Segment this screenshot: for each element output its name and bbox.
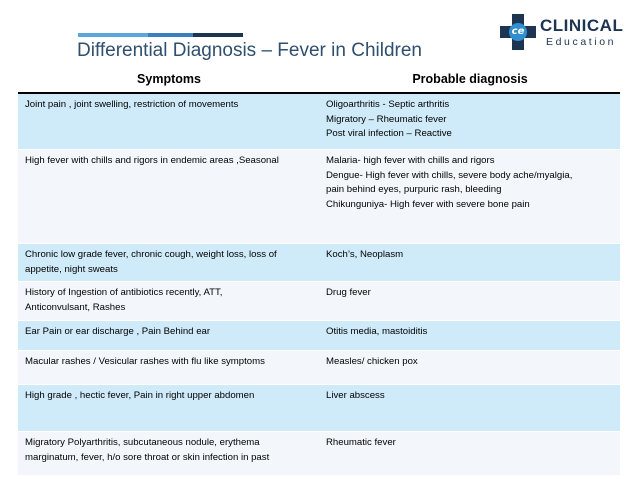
symptoms-cell (18, 94, 320, 149)
cell-text-line: High fever with chills and rigors in endemic areas ,Seasonal (25, 155, 279, 166)
cell-text-line: Macular rashes / Vesicular rashes with flu like symptoms (25, 356, 265, 367)
cell-text-line: Liver abscess (326, 390, 385, 401)
page-title: Differential Diagnosis – Fever in Children (77, 40, 422, 61)
table-row (18, 432, 620, 476)
table-row (18, 150, 620, 244)
accent-segment-dark (193, 33, 243, 37)
cell-text-line: Ear Pain or ear discharge , Pain Behind ear (25, 326, 211, 337)
table-row (18, 282, 620, 321)
logo-line1: CLINICAL (540, 16, 624, 35)
cell-text-line: Joint pain , joint swelling, restriction of movements (25, 99, 239, 110)
symptoms-cell (18, 385, 320, 431)
cell-text-line: Migratory Polyarthritis, subcutaneous nodule, erythema (25, 437, 260, 448)
diagnosis-cell (320, 150, 620, 243)
cell-text-line: Oligoarthritis - Septic arthritis (326, 99, 450, 110)
diagnosis-table (18, 66, 620, 476)
cell-text-line: Post viral infection – Reactive (326, 128, 452, 140)
cell-text-line: Otitis media, mastoiditis (326, 326, 428, 337)
cell-text-line: appetite, night sweats (25, 263, 118, 275)
cell-text-line: Measles/ chicken pox (326, 356, 418, 367)
table-row (18, 321, 620, 351)
symptoms-cell (18, 282, 320, 320)
cell-text-line: Koch’s, Neoplasm (326, 249, 404, 260)
cell-text-line: Chikunguniya- High fever with severe bone pain (326, 198, 530, 210)
diagnosis-cell (320, 244, 620, 281)
logo-line2: Education (546, 36, 617, 48)
accent-segment-light (78, 33, 148, 37)
clinical-education-logo (500, 12, 634, 52)
cell-text-line: Malaria- high fever with chills and rigors (326, 155, 495, 166)
table-row (18, 244, 620, 282)
diagnosis-cell (320, 282, 620, 320)
diagnosis-cell (320, 94, 620, 149)
medical-cross-ce-icon (500, 14, 536, 50)
table-row (18, 94, 620, 150)
header-probable-diagnosis: Probable diagnosis (412, 72, 528, 86)
table-header (18, 66, 620, 94)
cell-text-line: Drug fever (326, 287, 371, 298)
header-symptoms: Symptoms (137, 72, 201, 86)
logo-badge: ce (509, 23, 527, 41)
cell-text-line: pain behind eyes, purpuric rash, bleeding (326, 184, 502, 196)
table-body (18, 94, 620, 476)
accent-segment-mid (148, 33, 193, 37)
cell-text-line: Rheumatic fever (326, 437, 396, 448)
symptoms-cell (18, 351, 320, 384)
cell-text-line: History of Ingestion of antibiotics recently, ATT, (25, 287, 223, 298)
diagnosis-cell (320, 385, 620, 431)
cell-text-line: Migratory – Rheumatic fever (326, 113, 447, 125)
symptoms-cell (18, 432, 320, 475)
cell-text-line: Anticonvulsant, Rashes (25, 301, 126, 313)
table-row (18, 385, 620, 432)
cell-text-line: Dengue- High fever with chills, severe body ache/myalgia, (326, 169, 573, 181)
cell-text-line: Chronic low grade fever, chronic cough, weight loss, loss of (25, 249, 277, 260)
symptoms-cell (18, 150, 320, 243)
diagnosis-cell (320, 351, 620, 384)
diagnosis-cell (320, 432, 620, 475)
diagnosis-cell (320, 321, 620, 350)
symptoms-cell (18, 244, 320, 281)
symptoms-cell (18, 321, 320, 350)
cell-text-line: High grade , hectic fever, Pain in right upper abdomen (25, 390, 255, 401)
cell-text-line: marginatum, fever, h/o sore throat or skin infection in past (25, 451, 270, 463)
table-row (18, 351, 620, 385)
